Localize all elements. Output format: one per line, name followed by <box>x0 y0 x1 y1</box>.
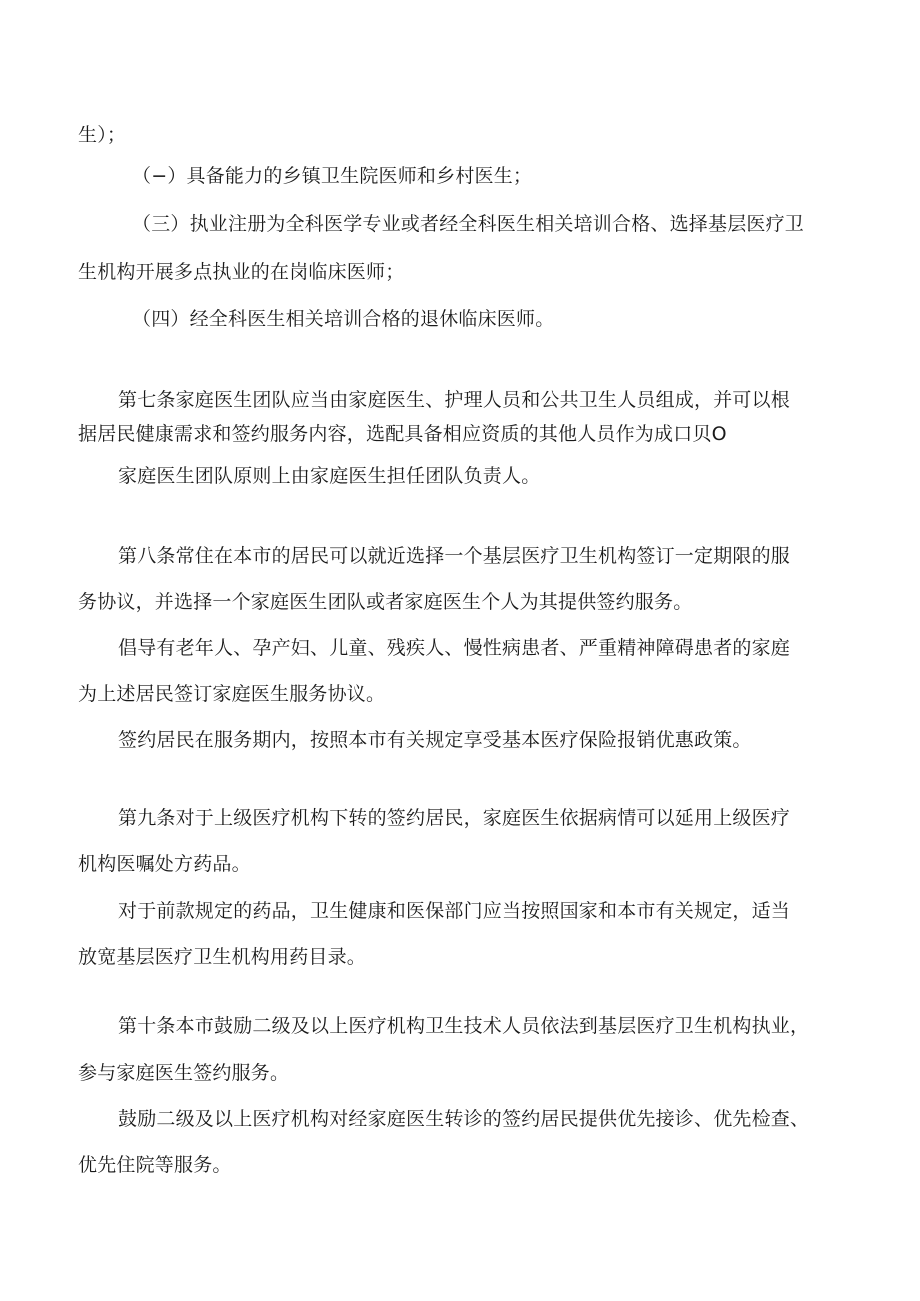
article-10-paragraph-2-line-1: 鼓励二级及以上医疗机构对经家庭医生转诊的签约居民提供优先接诊、优先检查、 <box>118 1108 810 1130</box>
article-10-paragraph-2-line-2: 优先住院等服务。 <box>78 1154 232 1176</box>
article-8-paragraph-2-line-2: 为上述居民签订家庭医生服务协议。 <box>78 683 386 705</box>
item-3-line-1: （三）执业注册为全科医学专业或者经全科医生相关培训合格、选择基层医疗卫 <box>132 213 805 235</box>
article-8-paragraph-2-line-1: 倡导有老年人、孕产妇、儿童、残疾人、慢性病患者、严重精神障碍患者的家庭 <box>118 637 791 659</box>
item-3-line-2: 生机构开展多点执业的在岗临床医师； <box>78 261 405 283</box>
item-4: （四）经全科医生相关培训合格的退休临床医师。 <box>132 308 555 330</box>
item-2-continuation: 生）； <box>78 124 127 146</box>
article-9-line-2: 机构医嘱处方药品。 <box>78 853 251 875</box>
article-8-line-1: 第八条常住在本市的居民可以就近选择一个基层医疗卫生机构签订一定期限的服 <box>118 545 791 567</box>
article-7-paragraph-2: 家庭医生团队原则上由家庭医生担任团队负责人。 <box>118 465 541 487</box>
article-10-line-1: 第十条本市鼓励二级及以上医疗机构卫生技术人员依法到基层医疗卫生机构执业， <box>118 1015 810 1037</box>
article-7-line-1: 第七条家庭医生团队应当由家庭医生、护理人员和公共卫生人员组成，并可以根 <box>118 389 791 411</box>
article-8-line-2: 务协议，并选择一个家庭医生团队或者家庭医生个人为其提供签约服务。 <box>78 591 693 613</box>
article-9-line-1: 第九条对于上级医疗机构下转的签约居民，家庭医生依据病情可以延用上级医疗 <box>118 807 791 829</box>
article-10-line-2: 参与家庭医生签约服务。 <box>78 1062 290 1084</box>
article-9-paragraph-2-line-1: 对于前款规定的药品，卫生健康和医保部门应当按照国家和本市有关规定，适当 <box>118 900 791 922</box>
article-7-line-2: 据居民健康需求和签约服务内容，选配具备相应资质的其他人员作为成口贝O <box>78 423 727 445</box>
article-8-paragraph-3: 签约居民在服务期内，按照本市有关规定享受基本医疗保险报销优惠政策。 <box>118 729 752 751</box>
article-9-paragraph-2-line-2: 放宽基层医疗卫生机构用药目录。 <box>78 946 367 968</box>
item-2: （−）具备能力的乡镇卫生院医师和乡村医生； <box>132 165 533 187</box>
